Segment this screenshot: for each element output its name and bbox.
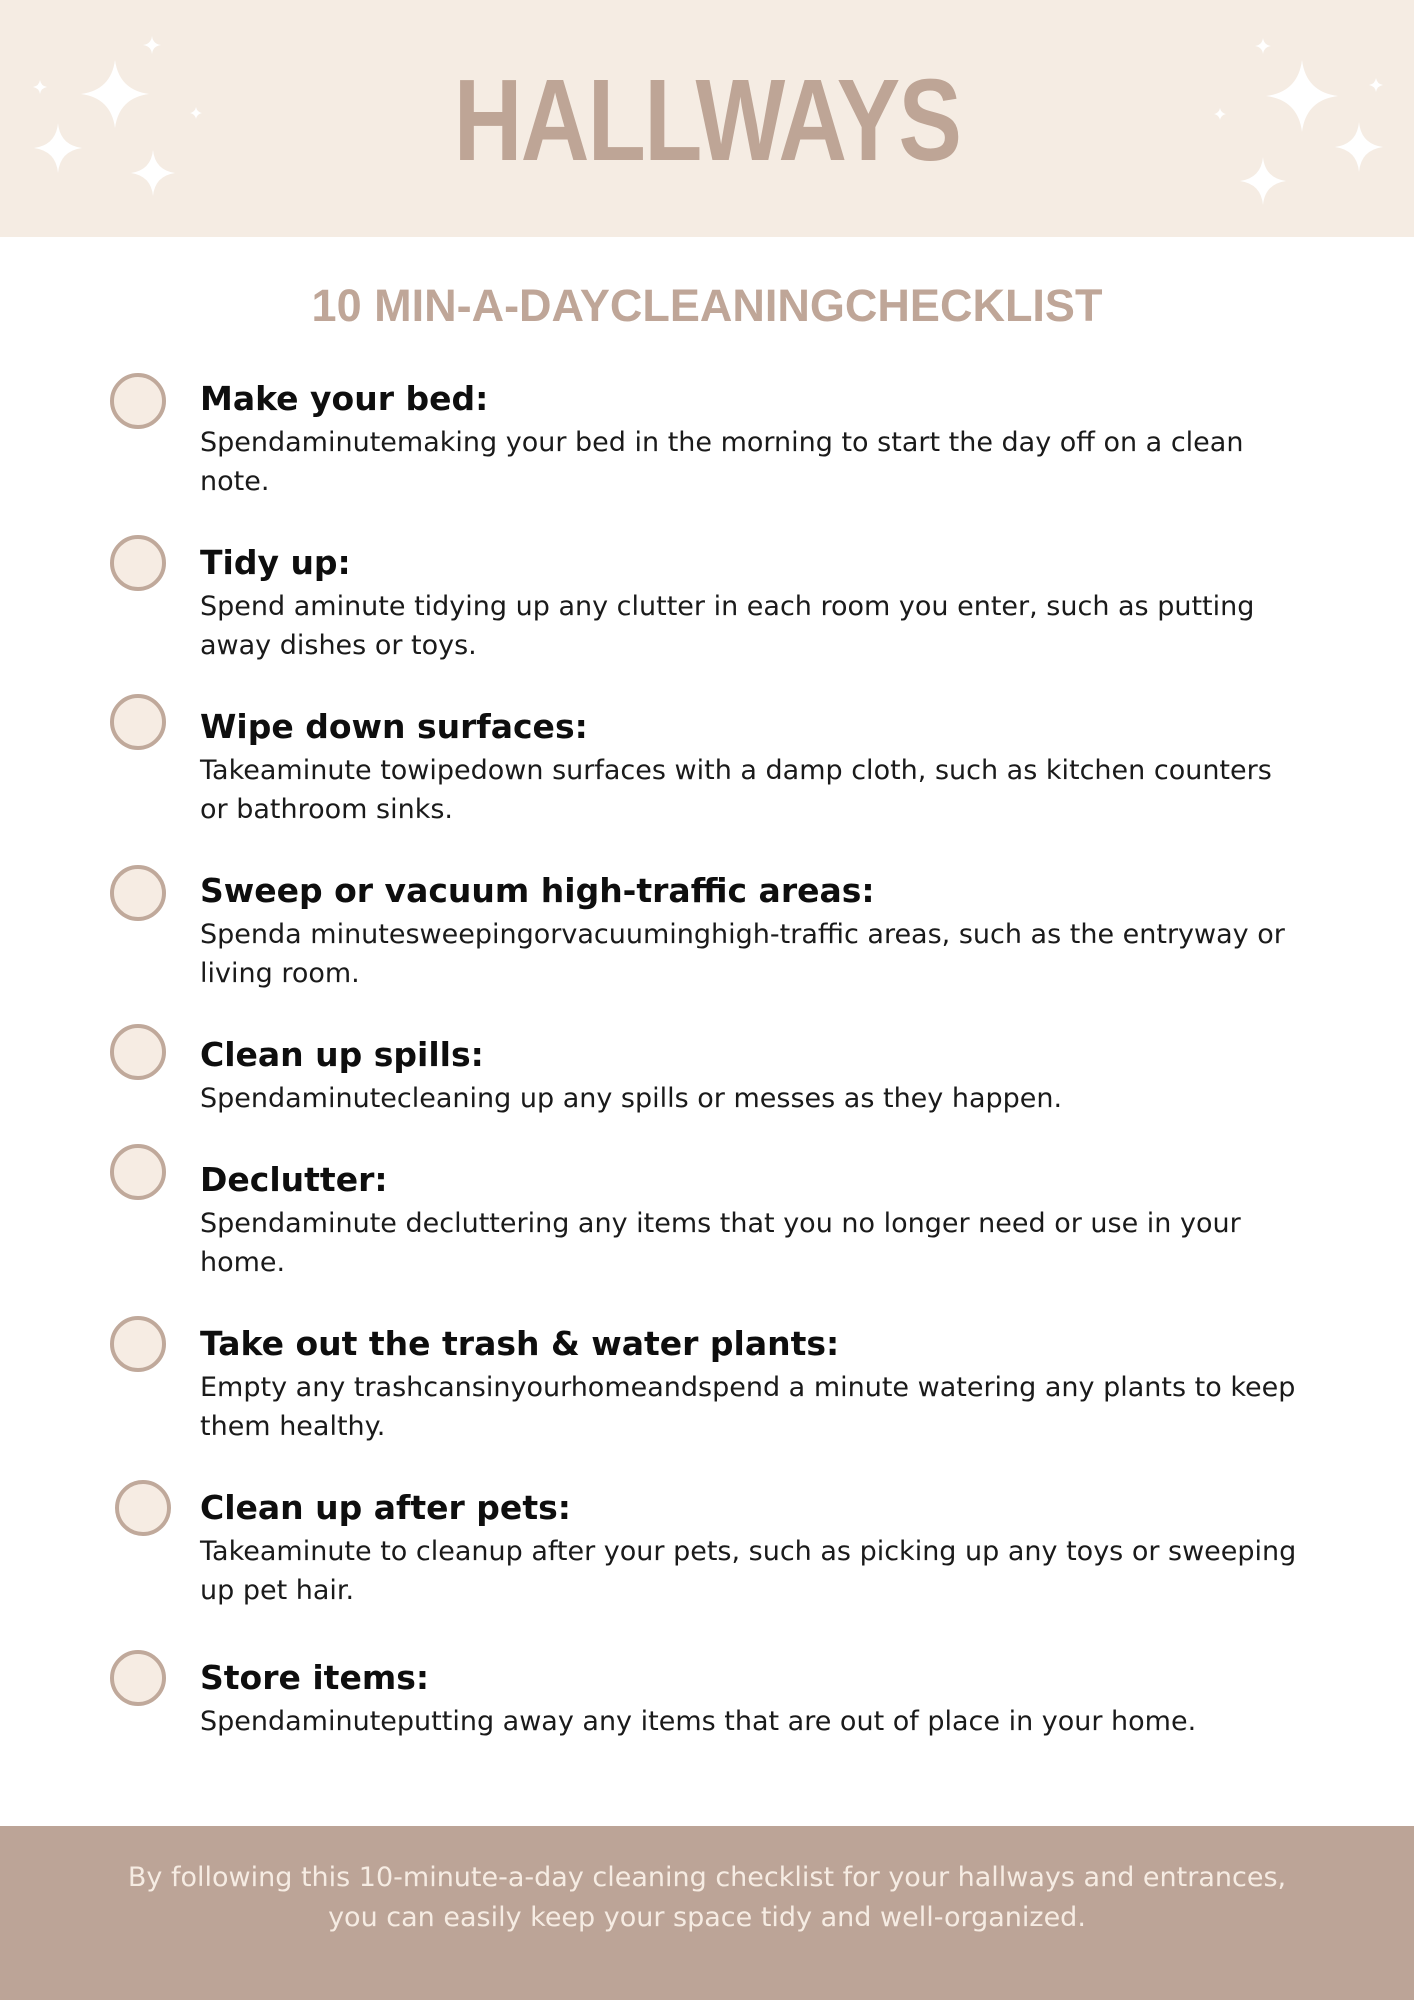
checkbox[interactable] [110, 865, 166, 921]
header-banner [0, 0, 1414, 237]
checkbox[interactable] [115, 1480, 171, 1536]
footer-banner [0, 1826, 1414, 2000]
item-description: Spenda minutesweepingorvacuuminghigh-traffic areas, such as the entryway or living room. [200, 919, 1285, 989]
item-description: Spendaminutemaking your bed in the morning to start the day off on a clean note. [200, 427, 1244, 497]
item-title: Clean up after pets: [200, 1488, 571, 1527]
checkbox[interactable] [110, 1650, 166, 1706]
item-description: Spendaminutecleaning up any spills or messes as they happen. [200, 1083, 1063, 1114]
item-title: Sweep or vacuum high-traffic areas: [200, 871, 875, 910]
item-title: Wipe down surfaces: [200, 707, 588, 746]
item-title: Tidy up: [200, 543, 351, 582]
item-title: Clean up spills: [200, 1035, 484, 1074]
checkbox[interactable] [110, 1144, 166, 1200]
item-description: Spendaminuteputting away any items that are out of place in your home. [200, 1706, 1197, 1737]
item-description: Empty any trashcansinyourhomeandspend a minute watering any plants to keep them healthy. [200, 1372, 1296, 1442]
checkbox[interactable] [110, 694, 166, 750]
footer-text: By following this 10-minute-a-day cleaning checklist for your hallways and entrances, you can easily keep your space tidy and well-organized. [127, 1862, 1287, 1933]
checkbox[interactable] [110, 1024, 166, 1080]
checkbox[interactable] [110, 535, 166, 591]
item-description: Takeaminute to cleanup after your pets, such as picking up any toys or sweeping up pet hair. [200, 1536, 1297, 1606]
checklist-subtitle: 10 MIN-A-DAYCLEANINGCHECKLIST [311, 280, 1103, 331]
item-title: Take out the trash & water plants: [200, 1324, 840, 1363]
item-title: Declutter: [200, 1160, 388, 1199]
checkbox[interactable] [110, 1316, 166, 1372]
page-title: HALLWAYS [453, 55, 961, 185]
checkbox[interactable] [110, 373, 166, 429]
item-title: Store items: [200, 1658, 430, 1697]
item-description: Spend aminute tidying up any clutter in each room you enter, such as putting away dishes or toys. [200, 591, 1255, 661]
item-description: Takeaminute towipedown surfaces with a damp cloth, such as kitchen counters or bathroom sinks. [200, 755, 1272, 825]
item-title: Make your bed: [200, 379, 489, 418]
item-description: Spendaminute decluttering any items that you no longer need or use in your home. [200, 1208, 1241, 1278]
